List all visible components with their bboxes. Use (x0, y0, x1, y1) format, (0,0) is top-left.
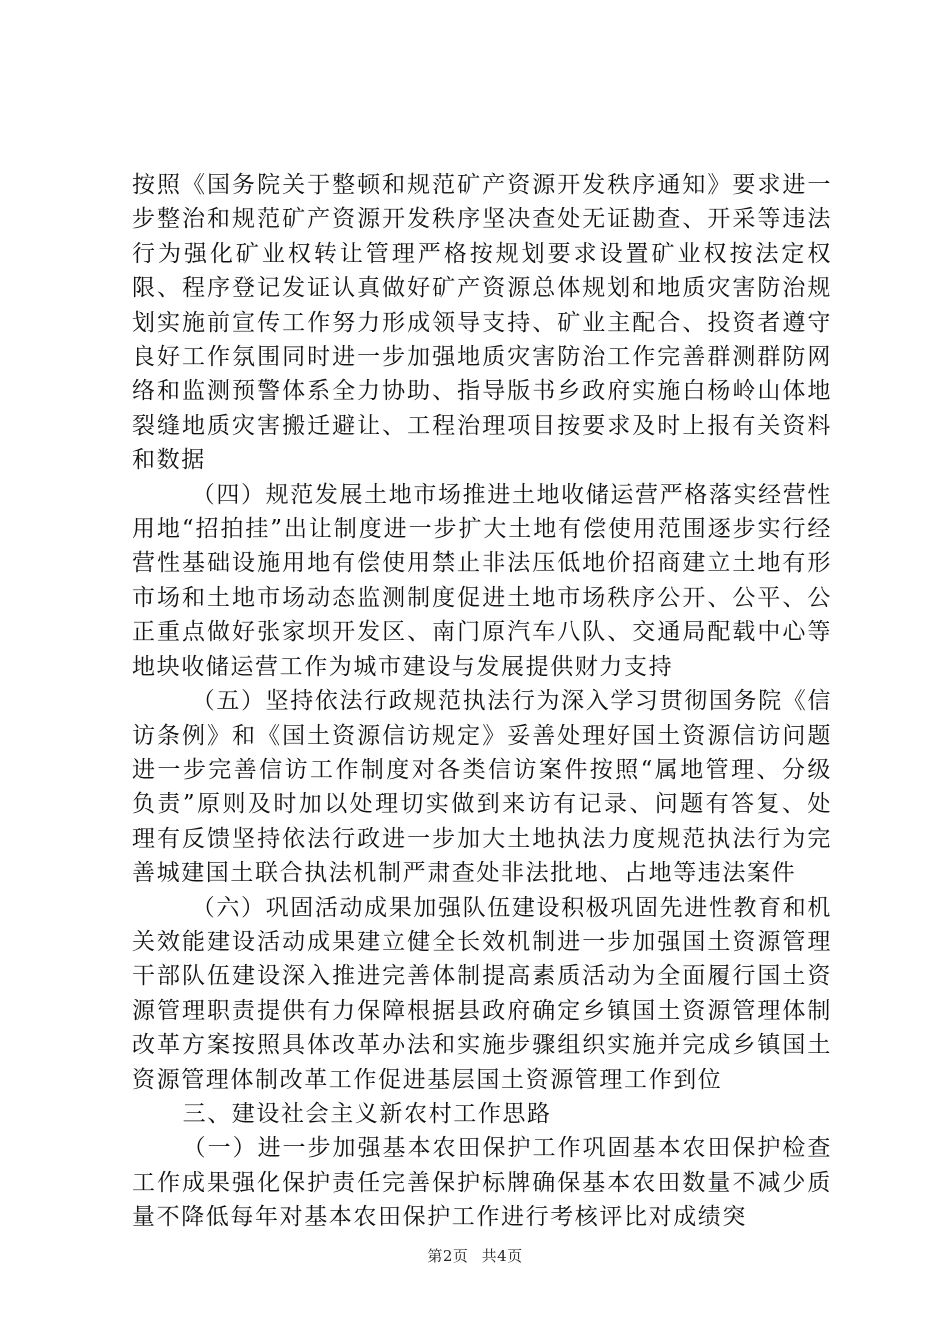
paragraph-land-market: （四）规范发展土地市场推进土地收储运营严格落实经营性用地“招拍挂”出让制度进一步扩大土地有偿使用范围逐步实行经营性基础设施用地有偿使用禁止非法压低地价招商建立土地有形市场和土地市场动态监测制度促进土地市场秩序公开、公平、公正重点做好张家坝开发区、南门原汽车八队、交通局配载中心等地块收储运营工作为城市建设与发展提供财力支持 (132, 481, 832, 680)
paragraph-mineral-resources: 按照《国务院关于整顿和规范矿产资源开发秩序通知》要求进一步整治和规范矿产资源开发秩序坚决查处无证勘查、开采等违法行为强化矿业权转让管理严格按规划要求设置矿业权按法定权限、程序登记发证认真做好矿产资源总体规划和地质灾害防治规划实施前宣传工作努力形成领导支持、矿业主配合、投资者遵守良好工作氛围同时进一步加强地质灾害防治工作完善群测群防网络和监测预警体系全力协助、指导版书乡政府实施白杨岭山体地裂缝地质灾害搬迁避让、工程治理项目按要求及时上报有关资料和数据 (132, 172, 832, 474)
page-number-current: 第2页 (427, 1247, 469, 1265)
paragraph-farmland-protection: （一）进一步加强基本农田保护工作巩固基本农田保护检查工作成果强化保护责任完善保护标牌确保基本农田数量不减少质量不降低每年对基本农田保护工作进行考核评比对成绩突 (132, 1135, 832, 1231)
paragraph-team-building: （六）巩固活动成果加强队伍建设积极巩固先进性教育和机关效能建设活动成果建立健全长效机制进一步加强国土资源管理干部队伍建设深入推进完善体制提高素质活动为全面履行国土资源管理职责提供有力保障根据县政府确定乡镇国土资源管理体制改革方案按照具体改革办法和实施步骤组织实施并完成乡镇国土资源管理体制改革工作促进基层国土资源管理工作到位 (132, 894, 832, 1093)
section-heading-new-countryside: 三、建设社会主义新农村工作思路 (182, 1100, 552, 1127)
page-number-total: 共4页 (481, 1247, 523, 1265)
document-body (132, 168, 832, 1235)
paragraph-administration-by-law: （五）坚持依法行政规范执法行为深入学习贯彻国务院《信访条例》和《国土资源信访规定》妥善处理好国土资源信访问题进一步完善信访工作制度对各类信访案件按照“属地管理、分级负责”原则及时加以处理切实做到来访有记录、问题有答复、处理有反馈坚持依法行政进一步加大土地执法力度规范执法行为完善城建国土联合执法机制严肃查处非法批地、占地等违法案件 (132, 688, 832, 887)
page-footer (0, 1245, 950, 1266)
